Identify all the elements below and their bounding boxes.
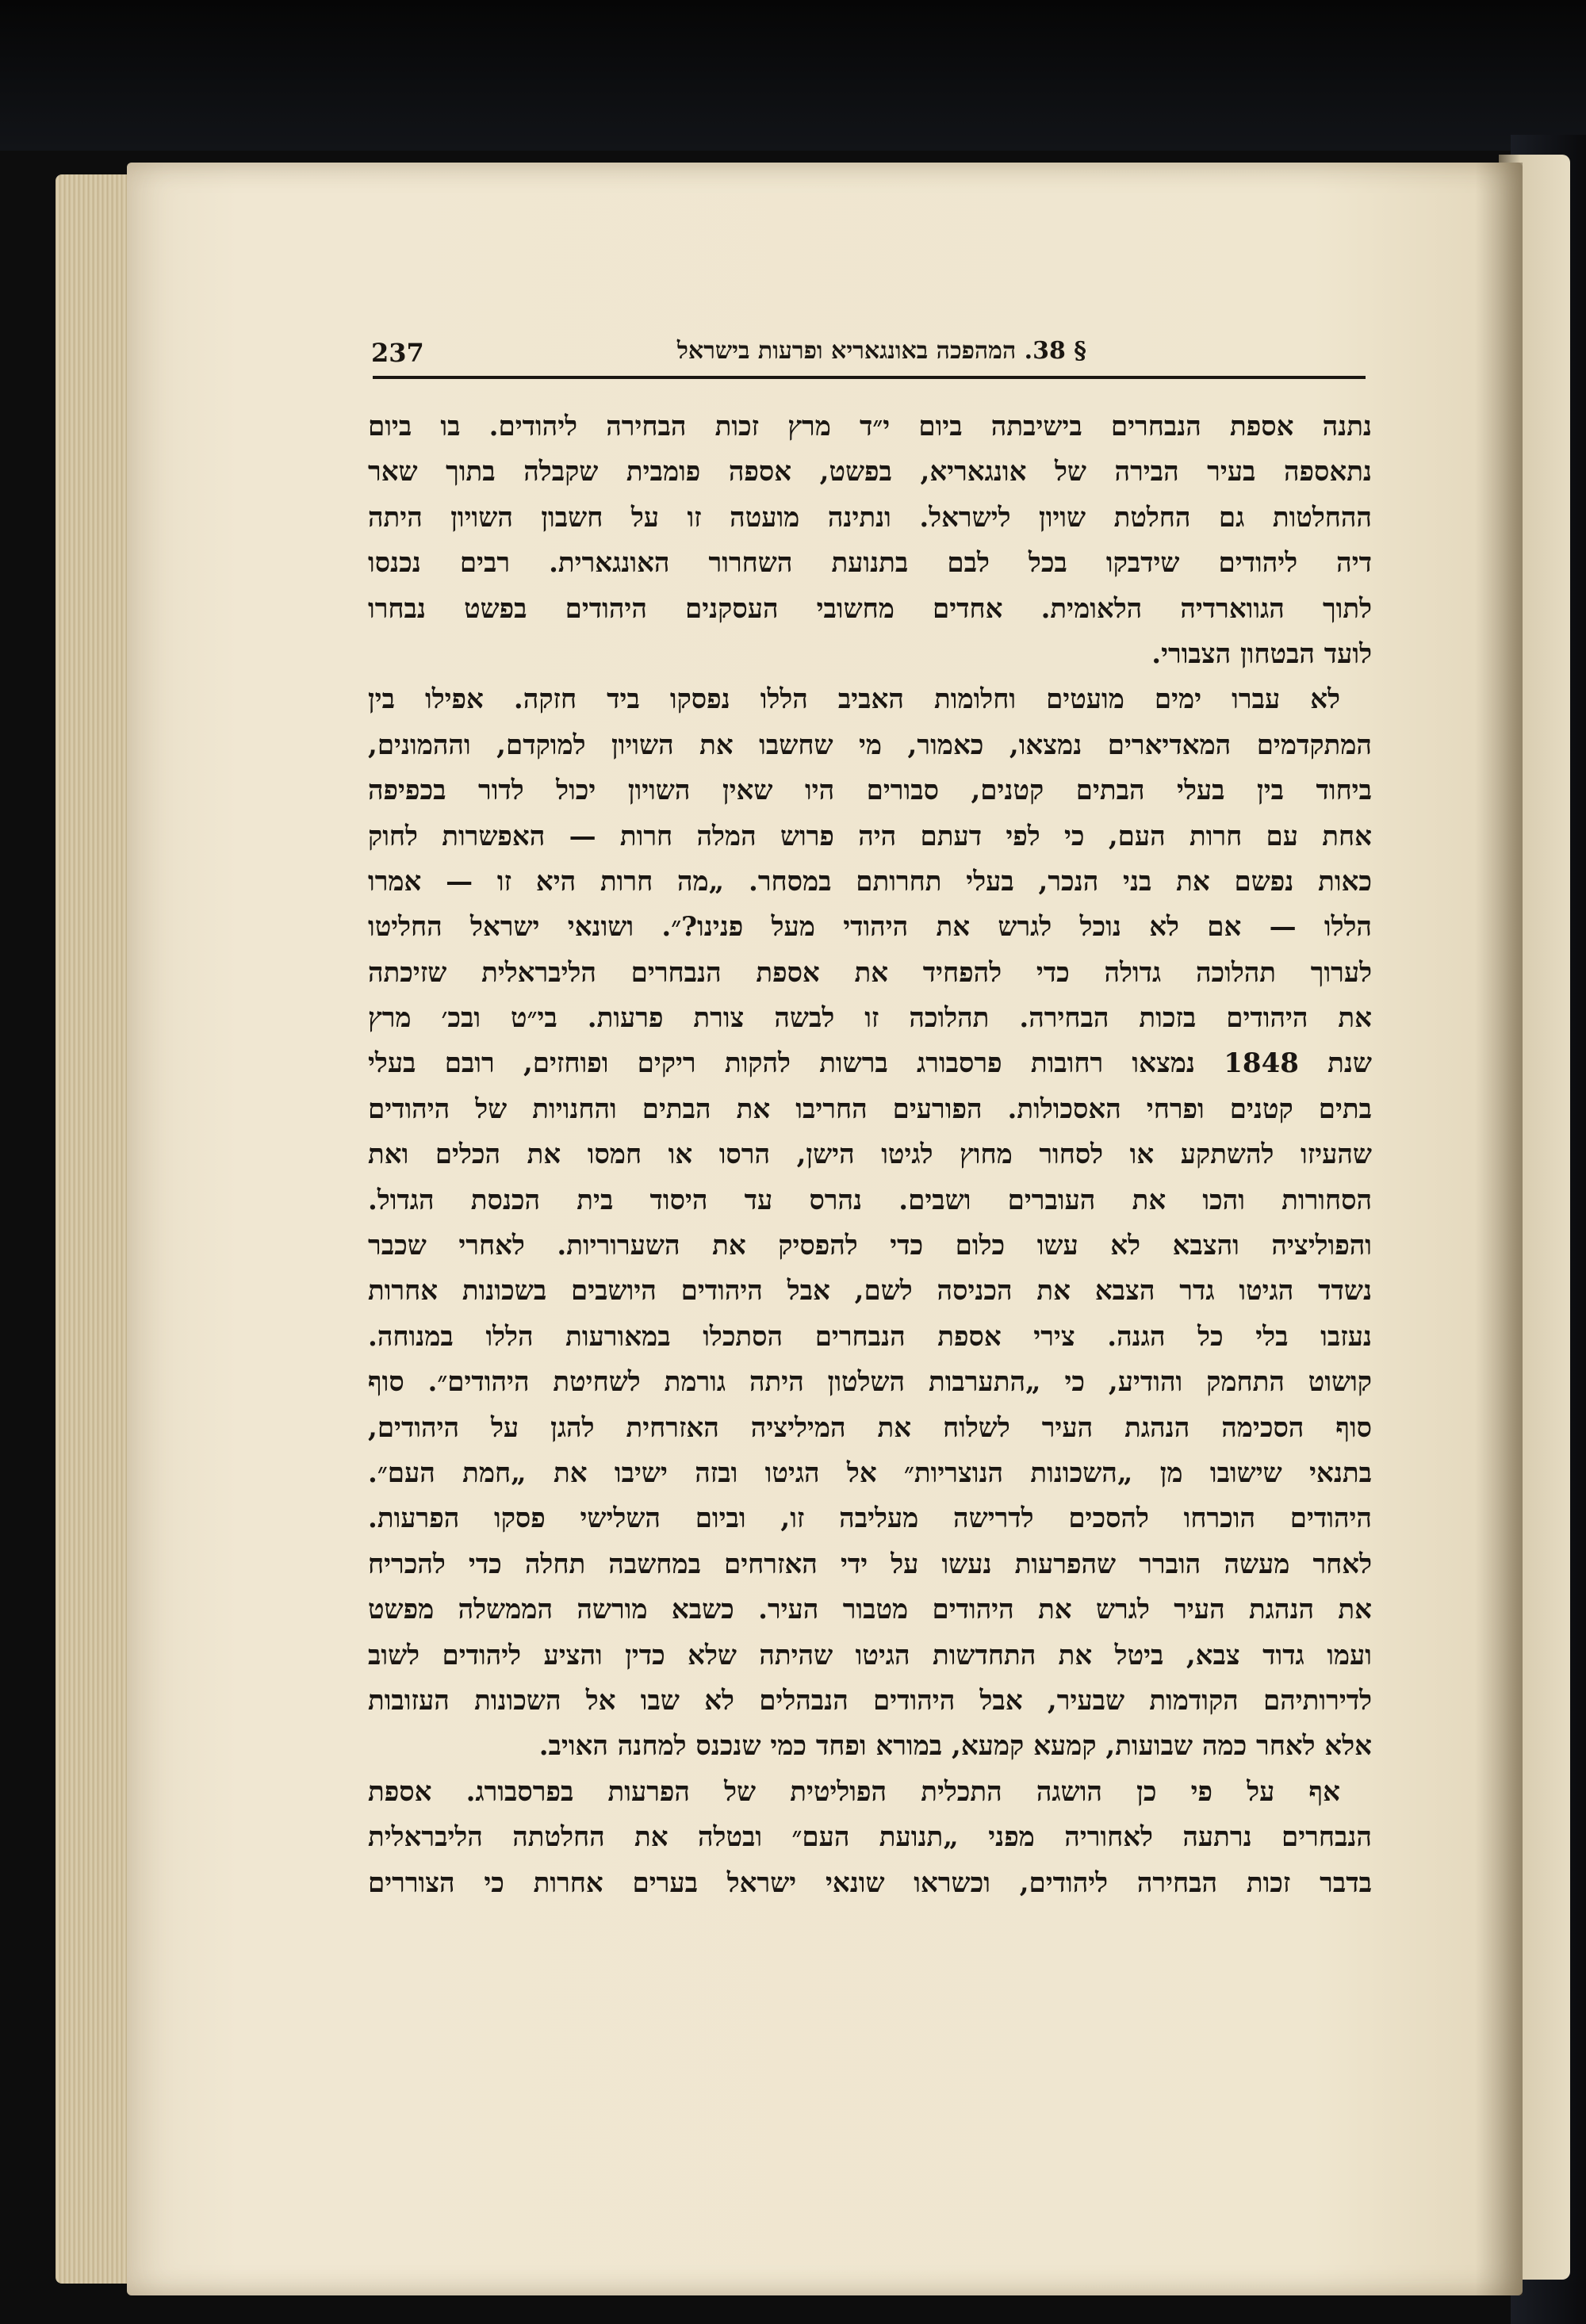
text-line: נעזבו בלי כל הגנה. צירי אספת הנבחרים הסתכלו במאורעות הללו במנוחה. — [368, 1320, 1372, 1353]
text-line: לתוך הגווארדיה הלאומית. אחדים מחשובי העסקנים היהודים בפשט נבחרו — [368, 592, 1372, 625]
text-line: לדירותיהם הקודמות שבעיר, אבל היהודים הנבהלים לא שבו אל השכונות העזובות — [368, 1684, 1372, 1717]
text-line: כאות נפשם את בני הנכר, בעלי תחרותם במסחר. „מה חרות היא זו — אמרו — [368, 865, 1372, 898]
text-line: את הנהגת העיר לגרש את היהודים מטבור העיר. כשבא מורשה הממשלה מפשט — [368, 1594, 1372, 1626]
text-line: בדבר זכות הבחירה ליהודים, וכשראו שונאי ישראל בערים אחרות כי הצוררים — [368, 1866, 1372, 1899]
text-line: והפוליציה והצבא לא עשו כלום כדי להפסיק את השערוריות. לאחרי שכבר — [368, 1230, 1372, 1262]
text-line: נתנה אספת הנבחרים בישיבתה ביום י״ד מרץ זכות הבחירה ליהודים. בו ביום — [368, 411, 1372, 442]
text-line: המתקדמים המאדיארים נמצאו, כאמור, מי שחשבו את השויון למוקדם, וההמונים, — [368, 729, 1372, 761]
text-line: נתאספה בעיר הבירה של אונגאריא, בפשט, אספה פומבית שקבלה בתוך שאר — [368, 456, 1372, 488]
body-text — [368, 404, 1372, 1906]
text-line: לועד הבטחון הצבורי. — [1151, 637, 1372, 670]
text-line: ועמו גדוד צבא, ביטל את התחדשות הגיטו שהיתה שלא כדין והציע ליהודים לשוב — [368, 1639, 1372, 1671]
text-line: נשדד הגיטו גדר הצבא את הכניסה לשם, אבל היהודים היושבים בשכונות אחרות — [368, 1275, 1372, 1307]
text-line: את היהודים בזכות הבחירה. תהלוכה זו לבשה צורת פרעות. בי״ט ובכ׳ מרץ — [368, 1002, 1372, 1035]
text-line: ביחוד בין בעלי הבתים קטנים, סבורים היו שאין השויון יכול לדור בכפיפה — [368, 775, 1372, 807]
text-line: הנבחרים נרתעה לאחוריה מפני „תנועת העם״ ובטלה את החלטתה הליבראלית — [368, 1821, 1372, 1854]
running-head: § 38. המהפכה באונגאריא ופרעות בישראל — [676, 337, 1086, 365]
text-line: סוף הסכימה הנהגת העיר לשלוח את המיליציה האזרחית להגן על היהודים, — [368, 1411, 1372, 1444]
text-line: ההחלטות גם החלטת שויון לישראל. ונתינה מועטה זו על חשבון השויון היתה — [368, 501, 1372, 534]
book-cover-top — [0, 0, 1586, 151]
text-line: לאחר מעשה הוברר שהפרעות נעשו על ידי האזרחים במחשבה תחלה כדי להכריח — [368, 1548, 1372, 1580]
text-line: הסחורות והכו את העוברים ושבים. נהרס עד היסוד בית הכנסת הגדול. — [368, 1184, 1372, 1216]
header-rule — [373, 376, 1366, 379]
text-line: בתנאי שישובו מן „השכונות הנוצריות״ אל הגיטו ובזה ישיבו את „חמת העם״. — [368, 1457, 1372, 1489]
text-line: בתים קטנים ופרחי האסכולות. הפורעים החריבו את הבתים והחנויות של היהודים — [368, 1093, 1372, 1125]
text-line: אף על פי כן הושגה התכלית הפוליטית של הפרעות בפרסבורג. אספת — [368, 1775, 1340, 1808]
text-line: אחת עם חרות העם, כי לפי דעתם היה פרוש המלה חרות — האפשרות לחוק — [368, 820, 1372, 852]
text-line: שנת 1848 נמצאו רחובות פרסבורג ברשות להקות ריקים ופוחזים, רובם בעלי — [368, 1047, 1372, 1080]
text-line: שהעיזו להשתקע או לסחור מחוץ לגיטו הישן, הרסו או חמסו את הכלים ואת — [368, 1139, 1372, 1171]
text-line: לא עברו ימים מועטים וחלומות האביב הללו נפסקו ביד חזקה. אפילו בין — [368, 683, 1340, 716]
gutter-shadow — [1475, 163, 1523, 2295]
text-line: אלא לאחר כמה שבועות, קמעא קמעא, במורא ופחד כמי שנכנס למחנה האויב. — [538, 1730, 1372, 1763]
page-number: 237 — [371, 338, 424, 368]
text-line: הללו — אם לא נוכל לגרש את היהודי מעל פנינו?״. ושונאי ישראל החליטו — [368, 911, 1372, 944]
text-line: דיה ליהודים שידבקו בכל לבם בתנועת השחרור האונגארית. רבים נכנסו — [368, 547, 1372, 580]
text-line: קושוט התחמק והודיע, כי „התערבות השלטון היתה גורמת לשחיטת היהודים״. סוף — [368, 1366, 1372, 1399]
text-line: לערוך תהלוכה גדולה כדי להפחיד את אספת הנבחרים הליבראלית שזיכתה — [368, 956, 1372, 989]
text-line: היהודים הוכרחו להסכים לדרישה מעליבה זו, וביום השלישי פסקו הפרעות. — [368, 1503, 1372, 1535]
